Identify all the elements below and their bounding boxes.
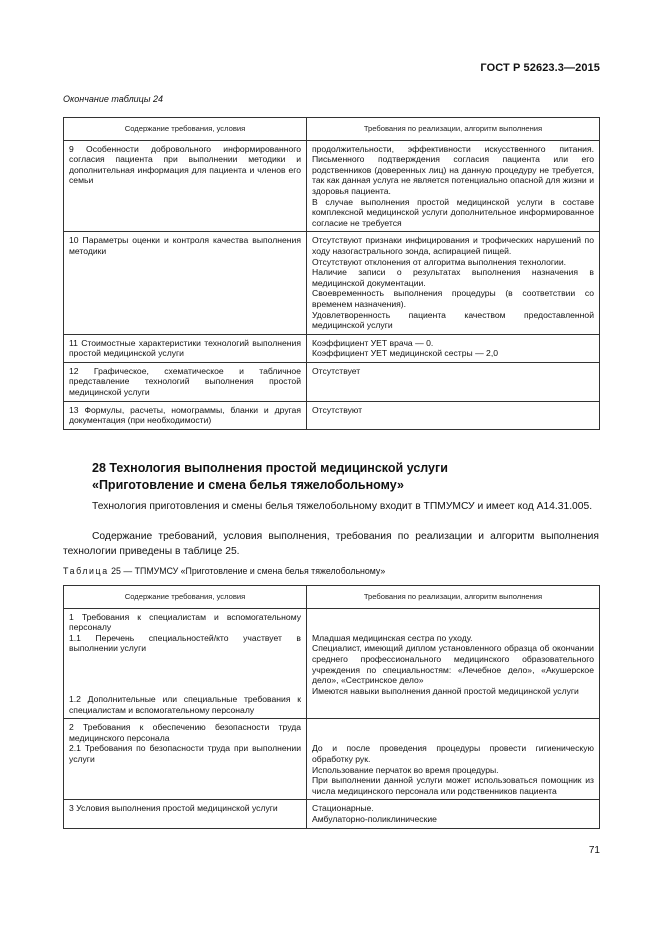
- cell-text: Специалист, имеющий диплом установленного образца об окончании среднего профессионального медицинского образовательного учреждения по специальностям: «Лечебное дело», «Акушерское дело», «Сестринское дело»: [312, 643, 594, 686]
- cell-text: 1 Требования к специалистам и вспомогательному персоналу: [69, 611, 301, 633]
- column-header: Содержание требования, условия: [64, 118, 307, 141]
- table-header-row: [64, 586, 600, 609]
- section-title-line2: «Приготовление и смена белья тяжелобольному»: [92, 478, 404, 492]
- implementation-cell: [307, 140, 600, 232]
- requirement-cell: [64, 401, 307, 429]
- column-header: Содержание требования, условия: [64, 586, 307, 609]
- cell-text: Имеются навыки выполнения данной простой медицинской услуги: [312, 685, 579, 696]
- cell-text: Своевременность выполнения процедуры (в соответствии со временем назначения).: [312, 288, 594, 309]
- cell-text: Использование перчаток во время процедуры.: [312, 764, 499, 775]
- cell-text: 13 Формулы, расчеты, номограммы, бланки и другая документация (при необходимости): [69, 404, 301, 426]
- table-25-caption: [63, 566, 385, 576]
- table-row: [64, 719, 600, 800]
- cell-text: Амбулаторно-поликлинические: [312, 813, 437, 824]
- table-caption-text: 25 — ТПМУМСУ «Приготовление и смена белья тяжелобольному»: [111, 566, 386, 576]
- implementation-cell: [307, 232, 600, 334]
- cell-text: Отсутствуют: [312, 404, 363, 415]
- cell-text: Отсутствуют отклонения от алгоритма выполнения технологии.: [312, 256, 567, 267]
- implementation-cell: [307, 401, 600, 429]
- cell-text: 3 Условия выполнения простой медицинской услуги: [69, 803, 278, 814]
- cell-text: 11 Стоимостные характеристики технологий выполнения простой медицинской услуги: [69, 337, 301, 359]
- requirement-cell: [64, 608, 307, 719]
- table-25: [63, 585, 600, 829]
- table-header-row: [64, 118, 600, 141]
- requirement-cell: [64, 334, 307, 362]
- paragraph-code: Технология приготовления и смены белья тяжелобольному входит в ТПМУМСУ и имеет код А14.31.005.: [92, 501, 593, 512]
- cell-text: 1.1 Перечень специальностей/кто участвует в выполнении услуги: [69, 632, 301, 654]
- requirement-cell: [64, 232, 307, 334]
- cell-text: Младшая медицинская сестра по уходу.: [312, 632, 473, 643]
- cell-text: Стационарные.: [312, 803, 374, 814]
- cell-text: 10 Параметры оценки и контроля качества выполнения методики: [69, 235, 301, 256]
- cell-text: Отсутствуют признаки инфицирования и трофических нарушений по ходу назогастрального зонда, аспирацией пищей.: [312, 235, 594, 256]
- cell-text: продолжительности, эффективности искусственного питания. Письменного подтверждения согласия пациента или его родственников (доверенных лиц) на данную процедуру не требуется, так как данная услуга не является потенциально опасной для жизни и здоровья пациента.: [312, 143, 594, 196]
- cell-text: Наличие записи о результатах выполнения назначения в медицинской документации.: [312, 267, 594, 288]
- cell-text: 12 Графическое, схематическое и табличное представление технологий выполнения простой медицинской услуги: [69, 365, 301, 398]
- cell-text: Удовлетворенность пациента качеством предоставленной медицинской услуги: [312, 309, 594, 331]
- implementation-cell: [307, 608, 600, 719]
- implementation-cell: [307, 334, 600, 362]
- cell-text: Коэффициент УЕТ врача — 0.: [312, 337, 434, 348]
- cell-text: 9 Особенности добровольного информированного согласия пациента при выполнении методики и дополнительная информация для пациента и членов его семьи: [69, 143, 301, 186]
- cell-text: Отсутствует: [312, 365, 361, 376]
- document-code: ГОСТ Р 52623.3—2015: [480, 62, 600, 74]
- table-row: [64, 800, 600, 828]
- cell-text: 2.1 Требования по безопасности труда при выполнении услуги: [69, 743, 301, 764]
- table-caption-word: Таблица: [63, 566, 109, 576]
- table-row: [64, 362, 600, 401]
- cell-text: При выполнении данной услуги может использоваться помощник из числа медицинского персонала или родственников пациента: [312, 775, 594, 796]
- paragraph-table-reference: Содержание требований, условия выполнения, требования по реализации и алгоритм выполнения технологии приведены в таблице 25.: [63, 531, 599, 557]
- section-title-line1: Технология выполнения простой медицинской услуги: [109, 461, 448, 475]
- table-row: [64, 232, 600, 334]
- implementation-cell: [307, 719, 600, 800]
- column-header: Требования по реализации, алгоритм выполнения: [307, 586, 600, 609]
- requirement-cell: [64, 140, 307, 232]
- table-continuation-caption: Окончание таблицы 24: [63, 94, 163, 104]
- table-row: [64, 334, 600, 362]
- section-title: [92, 460, 448, 494]
- requirement-cell: [64, 362, 307, 401]
- cell-text: 2 Требования к обеспечению безопасности труда медицинского персонала: [69, 722, 301, 743]
- cell-text: В случае выполнения простой медицинской услуги в составе комплексной медицинской услуги дополнительное информированное согласие не требуется: [312, 196, 594, 228]
- column-header: Требования по реализации, алгоритм выполнения: [307, 118, 600, 141]
- requirement-cell: [64, 800, 307, 828]
- table-24-end: [63, 117, 600, 430]
- requirement-cell: [64, 719, 307, 800]
- table-row: [64, 401, 600, 429]
- section-number: 28: [92, 461, 106, 475]
- page-number: 71: [588, 845, 600, 856]
- implementation-cell: [307, 800, 600, 828]
- cell-text: До и после проведения процедуры провести гигиеническую обработку рук.: [312, 743, 594, 764]
- cell-text: Коэффициент УЕТ медицинской сестры — 2,0: [312, 348, 498, 359]
- implementation-cell: [307, 362, 600, 401]
- table-row: [64, 608, 600, 719]
- cell-text: 1.2 Дополнительные или специальные требования к специалистам и вспомогательному персоналу: [69, 693, 301, 715]
- table-row: [64, 140, 600, 232]
